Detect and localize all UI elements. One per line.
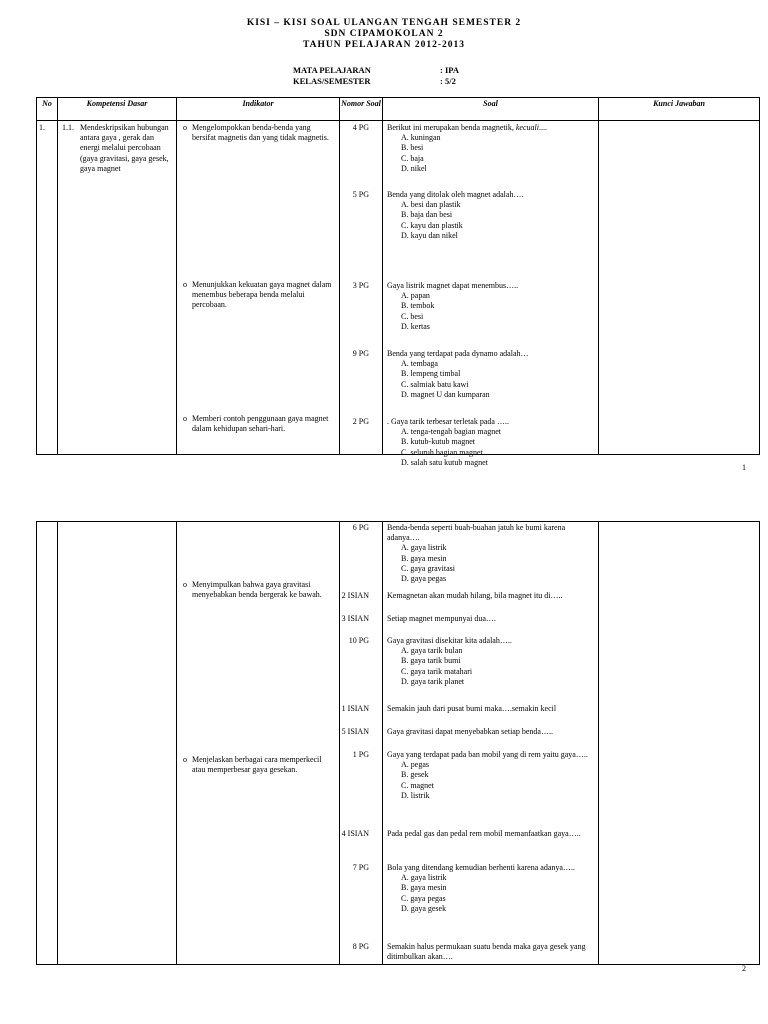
question-item (383, 281, 598, 332)
question-number: 5 ISIAN (341, 727, 369, 736)
question-item (383, 123, 598, 174)
question-number: 1 PG (352, 750, 369, 759)
bullet-icon: o (183, 755, 187, 764)
option: D. salah satu kutub magnet (401, 457, 488, 467)
question-number: 10 PG (348, 636, 369, 645)
question-text: . Gaya tarik terbesar terletak pada ….. (387, 417, 509, 426)
option: C. magnet (401, 780, 434, 790)
question-text: Gaya gravitasi dapat menyebabkan setiap benda….. (387, 727, 553, 736)
col-soal: Soal (383, 98, 599, 121)
option: D. nikel (401, 163, 427, 173)
option: C. gaya tarik matahari (401, 666, 473, 676)
col-no: No (37, 98, 58, 121)
kisi-table-page-2 (36, 521, 760, 965)
question-item (383, 636, 598, 687)
option: C. baja (401, 153, 424, 163)
col-indikator: Indikator (177, 98, 340, 121)
option: B. gaya tarik bumi (401, 656, 461, 666)
bullet-icon: o (183, 580, 187, 589)
subject-value: : IPA (440, 65, 459, 75)
option: B. gaya mesin (401, 883, 447, 893)
kisi-table-page-1 (36, 97, 760, 467)
header-title: KISI – KISI SOAL ULANGAN TENGAH SEMESTER 2 (246, 18, 522, 28)
question-number: 7 PG (352, 863, 369, 872)
option: D. kertas (401, 321, 430, 331)
question-text: Gaya yang terdapat pada ban mobil yang di rem yaitu gaya….. (387, 750, 588, 759)
option: A. tenga-tengah bagian magnet (401, 427, 501, 437)
col-kompetensi: Kompetensi Dasar (58, 98, 177, 121)
option: B. gaya mesin (401, 553, 447, 563)
document-header (0, 18, 768, 51)
answer-key-cell (599, 121, 760, 455)
option: C. besi (401, 311, 424, 321)
option: A. papan (401, 291, 430, 301)
bullet-icon: o (183, 280, 187, 289)
indikator-item: o Mengelompokkan benda-benda yang bersifat magnetis dan yang tidak magnetis. (183, 123, 329, 143)
question-text: Semakin halus permukaan suatu benda maka gaya gesek yang ditimbulkan akan…. (387, 942, 586, 962)
question-number: 6 PG (352, 523, 369, 532)
table-header-row (37, 98, 760, 121)
question-number: 4 ISIAN (341, 829, 369, 838)
option: C. gaya pegas (401, 893, 446, 903)
kompetensi-cell (58, 522, 177, 965)
header-year: TAHUN PELAJARAN 2012-2013 (302, 40, 466, 50)
question-number: 1 ISIAN (341, 704, 369, 713)
subject-info (293, 65, 459, 87)
option: A. gaya tarik bulan (401, 646, 463, 656)
option: B. baja dan besi (401, 210, 453, 220)
question-text: Setiap magnet mempunyai dua…. (387, 614, 496, 623)
option: A. pegas (401, 760, 429, 770)
option: D. magnet U dan kumparan (401, 389, 490, 399)
option: B. besi (401, 143, 424, 153)
question-item (383, 942, 598, 962)
question-item (383, 829, 598, 839)
question-number: 5 PG (352, 190, 369, 199)
page-number: 1 (742, 463, 746, 472)
kd-text: Mendeskripsikan hubungan antara gaya , gerak dan energi melalui percobaan (gaya gravitasi, gaya gesek, gaya magnet (80, 123, 169, 173)
option: C. kayu dan plastik (401, 220, 463, 230)
table-row (37, 522, 760, 965)
col-kunci: Kunci Jawaban (599, 98, 760, 121)
question-number: 9 PG (352, 349, 369, 358)
question-item (383, 863, 598, 914)
question-item (383, 417, 598, 468)
question-item (383, 614, 598, 624)
question-item (383, 523, 598, 584)
question-number: 2 PG (352, 417, 369, 426)
kompetensi-dasar (58, 121, 176, 174)
indikator-item: o Memberi contoh penggunaan gaya magnet dalam kehidupan sehari-hari. (183, 414, 329, 434)
kd-number: 1.1. (62, 123, 74, 132)
option: D. listrik (401, 790, 430, 800)
answer-key-cell (599, 522, 760, 965)
row-number: 1. (39, 123, 45, 132)
option: B. gesek (401, 770, 429, 780)
option: C. seluruh bagian magnet (401, 447, 483, 457)
bullet-icon: o (183, 414, 187, 423)
option: C. salmiak batu kawi (401, 379, 469, 389)
question-text: Bola yang ditendang kemudian berhenti karena adanya….. (387, 863, 575, 872)
question-number: 4 PG (352, 123, 369, 132)
question-text: Gaya gravitasi disekitar kita adalah….. (387, 636, 512, 645)
option: A. gaya listrik (401, 543, 447, 553)
question-text: Benda yang terdapat pada dynamo adalah… (387, 349, 529, 358)
question-text: Benda yang ditolak oleh magnet adalah…. (387, 190, 524, 199)
question-text: Gaya listrik magnet dapat menembus….. (387, 281, 519, 290)
option: A. kuningan (401, 133, 441, 143)
option: A. besi dan plastik (401, 200, 461, 210)
class-value: : 5/2 (440, 76, 456, 86)
question-item (383, 750, 598, 801)
indikator-item: o Menunjukkan kekuatan gaya magnet dalam menembus beberapa benda melalui percobaan. (183, 280, 332, 310)
option: C. gaya gravitasi (401, 563, 455, 573)
col-nomor-soal: Nomor Soal (340, 98, 383, 121)
question-text: Kemagnetan akan mudah hilang, bila magnet itu di….. (387, 591, 563, 600)
question-number: 8 PG (352, 942, 369, 951)
question-text: Pada pedal gas dan pedal rem mobil memanfaatkan gaya….. (387, 829, 581, 838)
option: A. tembaga (401, 359, 438, 369)
question-number: 2 ISIAN (341, 591, 369, 600)
header-school: SDN CIPAMOKOLAN 2 (324, 29, 444, 39)
option: D. gaya pegas (401, 574, 447, 584)
class-label: KELAS/SEMESTER (293, 76, 371, 86)
question-text: Benda-benda seperti buah-buahan jatuh ke bumi karena adanya…. (387, 523, 566, 543)
option: A. gaya listrik (401, 873, 447, 883)
option: D. gaya gesek (401, 903, 447, 913)
option: B. kutub-kutub magnet (401, 437, 475, 447)
bullet-icon: o (183, 123, 187, 132)
question-number: 3 PG (352, 281, 369, 290)
question-text: Berikut ini merupakan benda magnetik, kecuali.... (387, 123, 547, 132)
option: B. tembok (401, 301, 435, 311)
question-item (383, 704, 598, 714)
indikator-item: o Menjelaskan berbagai cara memperkecil atau memperbesar gaya gesekan. (183, 755, 322, 775)
option: D. kayu dan nikel (401, 230, 458, 240)
page-number: 2 (742, 964, 746, 973)
option: D. gaya tarik planet (401, 676, 465, 686)
option: B. lempeng timbal (401, 369, 461, 379)
table-row (37, 121, 760, 455)
question-number: 3 ISIAN (341, 614, 369, 623)
question-item (383, 727, 598, 737)
question-item (383, 349, 598, 400)
row-number-cell (37, 522, 58, 965)
question-text: Semakin jauh dari pusat bumi maka….semakin kecil (387, 704, 557, 713)
subject-label: MATA PELAJARAN (293, 65, 371, 75)
question-item (383, 190, 598, 241)
indikator-item: o Menyimpulkan bahwa gaya gravitasi menyebabkan benda bergerak ke bawah. (183, 580, 322, 600)
question-item (383, 591, 598, 601)
